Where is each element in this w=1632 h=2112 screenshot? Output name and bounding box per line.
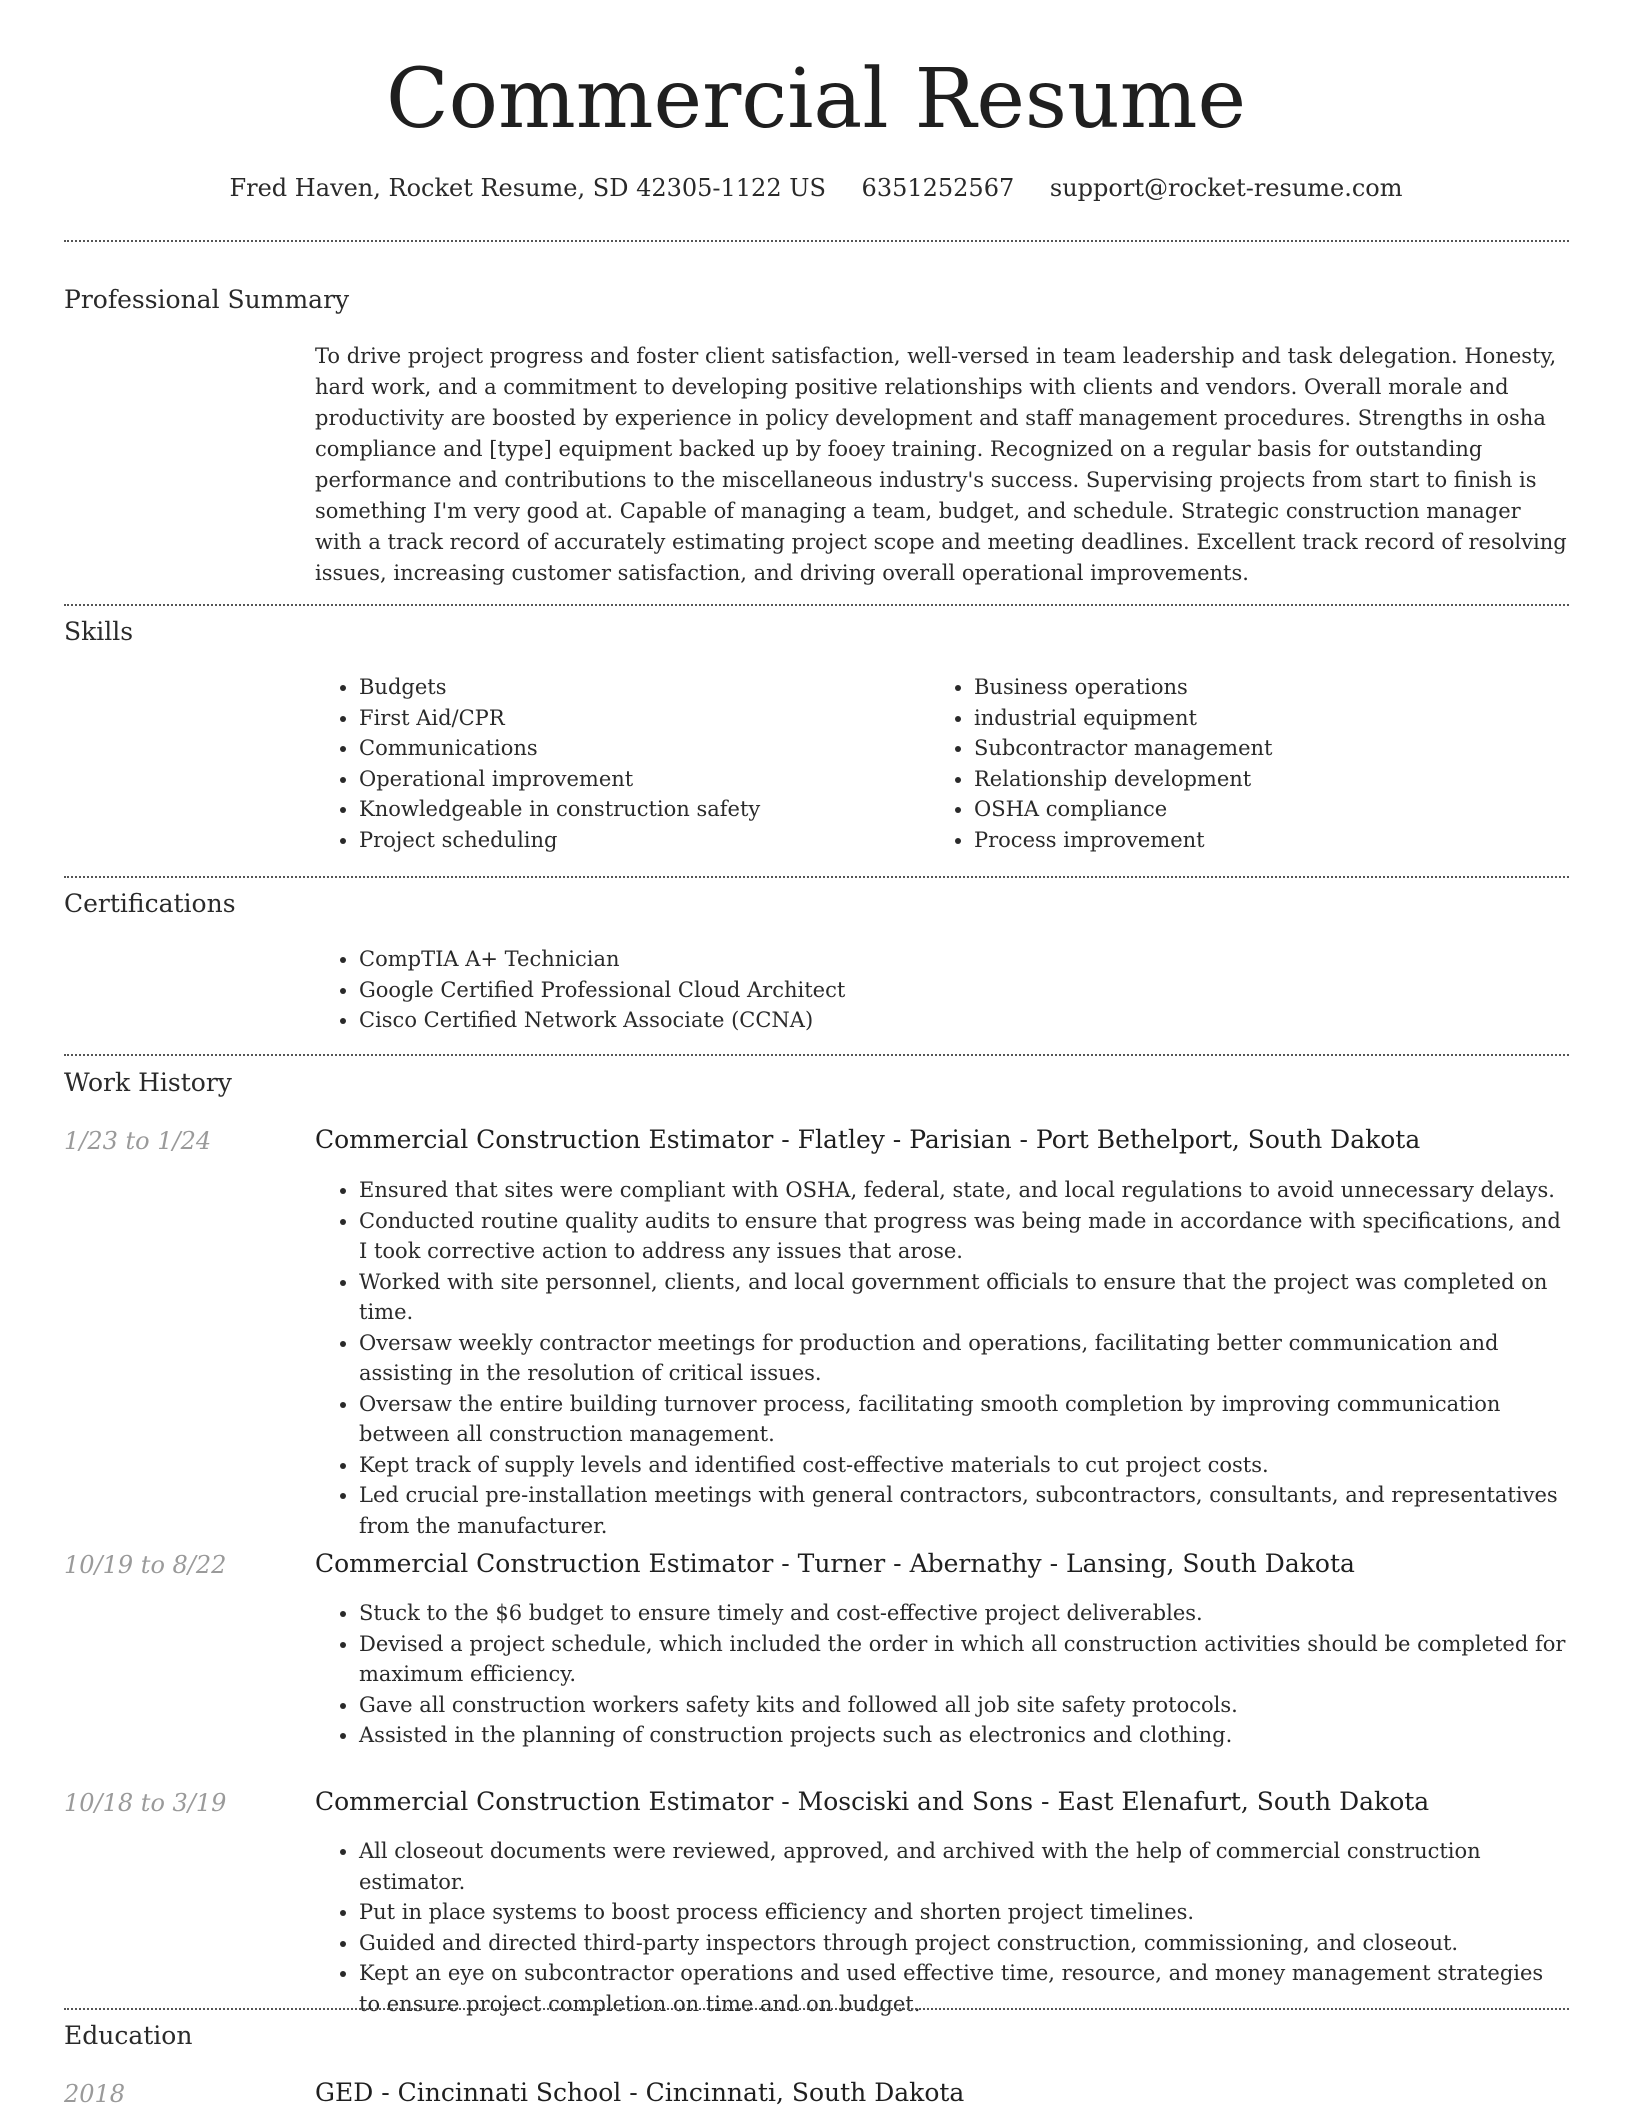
job-bullet: • Stuck to the $6 budget to ensure timely and cost-effective project deliverables. [359,1598,1569,1629]
job-bullet: • Gave all construction workers safety kits and followed all job site safety protocols. [359,1690,1569,1721]
job-date: 10/19 to 8/22 [64,1551,227,1579]
skills-section [315,672,1569,862]
section-divider [64,1054,1569,1056]
section-divider [64,2008,1569,2010]
education-heading: Education [64,2021,193,2050]
summary-heading: Professional Summary [64,285,350,314]
skill-item: • Operational improvement [359,764,915,795]
certification-item: • CompTIA A+ Technician [359,944,1569,975]
job-title: Commercial Construction Estimator - Flatley - Parisian - Port Bethelport, South Dakota [315,1125,1421,1154]
job-bullet: • Worked with site personnel, clients, and local government officials to ensure that the project was completed on time. [359,1267,1569,1328]
job-bullet: • Oversaw the entire building turnover process, facilitating smooth completion by improving communication between all construction management. [359,1389,1569,1450]
certifications-section [315,944,1569,1036]
skill-item: • Subcontractor management [974,733,1530,764]
summary-text: To drive project progress and foster client satisfaction, well-versed in team leadership and task delegation. Honesty, hard work, and a commitment to developing positive relationships with clients and vendors. Overall morale and productivity are boosted by experience in policy development and staff management procedures. Strengths in osha compliance and [type] equipment backed up by fooey training. Recognized on a regular basis for outstanding performance and contributions to the miscellaneous industry's success. Supervising projects from start to finish is something I'm very good at. Capable of managing a team, budget, and schedule. Strategic construction manager with a track record of accurately estimating project scope and meeting deadlines. Excellent track record of resolving issues, increasing customer satisfaction, and driving overall operational improvements. [315,344,1567,585]
skill-item: • Communications [359,733,915,764]
job-bullet: • Devised a project schedule, which included the order in which all construction activities should be completed for maximum efficiency. [359,1629,1569,1690]
skill-item: • First Aid/CPR [359,703,915,734]
section-divider [64,240,1569,242]
job-bullet: • Kept track of supply levels and identified cost-effective materials to cut project costs. [359,1450,1569,1481]
summary-section [315,341,1569,589]
job-bullets [315,1836,1569,2019]
job-bullet: • Kept an eye on subcontractor operations and used effective time, resource, and money management strategies to ensure project completion on time and on budget. [359,1958,1569,2019]
education-date: 2018 [64,2080,126,2108]
certifications-heading: Certifications [64,889,236,918]
contact-email: support@rocket-resume.com [1049,174,1403,202]
skills-heading: Skills [64,617,134,646]
skill-item: • Budgets [359,672,915,703]
resume-title: Commercial Resume [385,52,1247,147]
skill-item: • OSHA compliance [974,794,1530,825]
contact-line [0,172,1632,204]
skills-column-right [930,672,1530,855]
job-bullets [315,1175,1569,1541]
work-history-heading: Work History [64,1068,232,1097]
certification-item: • Google Certified Professional Cloud Architect [359,975,1569,1006]
skill-item: • Business operations [974,672,1530,703]
job-date: 1/23 to 1/24 [64,1127,212,1155]
contact-phone: 6351252567 [861,174,1015,202]
job-bullet: • Led crucial pre-installation meetings with general contractors, subcontractors, consultants, and representatives from the manufacturer. [359,1480,1569,1541]
job-title: Commercial Construction Estimator - Mosciski and Sons - East Elenafurt, South Dakota [315,1787,1430,1816]
contact-address: Fred Haven, Rocket Resume, SD 42305-1122 US [229,174,826,202]
job-bullet: • Put in place systems to boost process efficiency and shorten project timelines. [359,1897,1569,1928]
job-title: Commercial Construction Estimator - Turner - Abernathy - Lansing, South Dakota [315,1549,1355,1578]
job-bullet: • Oversaw weekly contractor meetings for production and operations, facilitating better communication and assisting in the resolution of critical issues. [359,1328,1569,1389]
skill-item: • Relationship development [974,764,1530,795]
certification-item: • Cisco Certified Network Associate (CCNA) [359,1005,1569,1036]
job-date: 10/18 to 3/19 [64,1789,227,1817]
education-title: GED - Cincinnati School - Cincinnati, South Dakota [315,2078,965,2107]
skills-column-left [315,672,915,855]
job-bullet: • Guided and directed third-party inspectors through project construction, commissioning, and closeout. [359,1928,1569,1959]
job-bullet: • Ensured that sites were compliant with OSHA, federal, state, and local regulations to avoid unnecessary delays. [359,1175,1569,1206]
section-divider [64,876,1569,878]
section-divider [64,604,1569,606]
skill-item: • Process improvement [974,825,1530,856]
skill-item: • Knowledgeable in construction safety [359,794,915,825]
job-bullet: • Assisted in the planning of construction projects such as electronics and clothing. [359,1720,1569,1751]
job-bullets [315,1598,1569,1751]
job-bullet: • All closeout documents were reviewed, approved, and archived with the help of commercial construction estimator. [359,1836,1569,1897]
skill-item: • industrial equipment [974,703,1530,734]
job-bullet: • Conducted routine quality audits to ensure that progress was being made in accordance with specifications, and I took corrective action to address any issues that arose. [359,1206,1569,1267]
skill-item: • Project scheduling [359,825,915,856]
